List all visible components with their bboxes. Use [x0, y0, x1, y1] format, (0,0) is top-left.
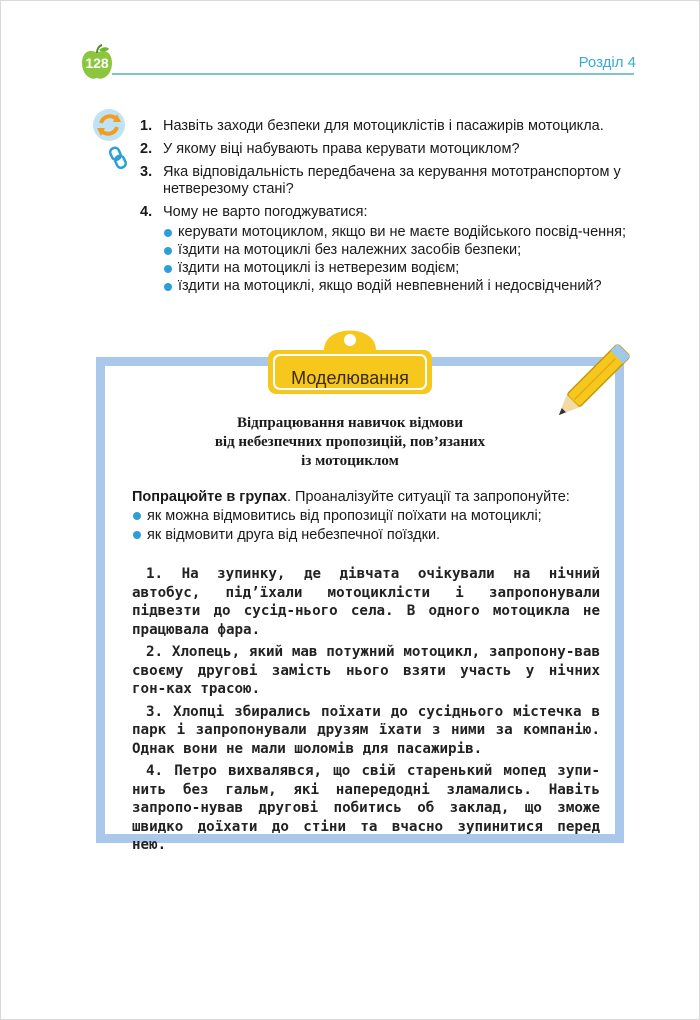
- question-4-bullets: [163, 224, 640, 295]
- task-lead: Попрацюйте в групах: [132, 489, 287, 505]
- section-title: Розділ 4: [578, 54, 636, 71]
- question-1: [140, 118, 640, 135]
- task-bullets: [132, 507, 622, 544]
- question-2: [140, 141, 640, 158]
- title-line: із мотоциклом: [301, 453, 399, 469]
- question-text: У якому віці набувають права керувати мотоциклом?: [163, 141, 520, 157]
- pencil-icon: [545, 338, 635, 430]
- task-instruction: [132, 488, 622, 506]
- list-item: як можна відмовитись від пропозиції поїхати на мотоциклі;: [132, 507, 622, 525]
- question-3: [140, 164, 640, 198]
- list-item: їздити на мотоциклі, якщо водій невпевнений і недосвідчений?: [163, 278, 640, 295]
- chain-link-icon: [108, 146, 128, 170]
- question-number: 2.: [140, 141, 153, 157]
- situations-list: [132, 565, 600, 859]
- question-text: Чому не варто погоджуватися:: [163, 204, 368, 220]
- situation-3: 3. Хлопці збирались поїхати до сусіднього містечка в парк і запропонували друзям їхати з ними за компанію. Однак вони не мали шоломів для пасажирів.: [132, 703, 600, 757]
- title-line: від небезпечних пропозицій, пов’язаних: [214, 434, 486, 450]
- review-questions-icon: [92, 108, 126, 142]
- list-item: керувати мотоциклом, якщо ви не маєте водійського посвід-чення;: [163, 224, 640, 241]
- question-4: [140, 204, 640, 295]
- situation-4: 4. Петро вихвалявся, що свій старенький мопед зупи-нить без гальм, які напередодні зламались. Навіть запропо-нував другові побитись об заклад, що зможе швидко доїхати до стіни та вчасно зупинитися перед нею.: [132, 763, 600, 853]
- modeling-tag-label: Моделювання: [291, 368, 409, 388]
- task-text: . Проаналізуйте ситуації та запропонуйте:: [286, 489, 570, 505]
- question-number: 4.: [140, 204, 153, 220]
- situation-2: 2. Хлопець, який мав потужний мотоцикл, запропону-вав своєму другові замість нього взяти участь у нічних гон-ках трасою.: [132, 644, 600, 697]
- page-number: 128: [85, 55, 109, 71]
- question-number: 3.: [140, 164, 153, 180]
- title-line: Відпрацювання навичок відмови: [236, 415, 464, 431]
- modeling-title: [160, 414, 540, 471]
- list-item: як відмовити друга від небезпечної поїздки.: [132, 526, 622, 544]
- question-number: 1.: [140, 118, 153, 134]
- question-text: Яка відповідальність передбачена за керування мототранспортом у нетверезому стані?: [163, 164, 621, 197]
- header-divider: [112, 73, 634, 75]
- review-questions: [140, 118, 640, 301]
- group-task: [132, 488, 622, 545]
- list-item: їздити на мотоциклі із нетверезим водієм;: [163, 260, 640, 277]
- list-item: їздити на мотоциклі без належних засобів безпеки;: [163, 242, 640, 259]
- question-text: Назвіть заходи безпеки для мотоциклістів і пасажирів мотоцикла.: [163, 118, 604, 134]
- situation-1: 1. На зупинку, де дівчата очікували на нічний автобус, під’їхали мотоциклісти і запропонували підвезти до сусід-нього села. В одного мотоцикла не працювала фара.: [132, 566, 600, 638]
